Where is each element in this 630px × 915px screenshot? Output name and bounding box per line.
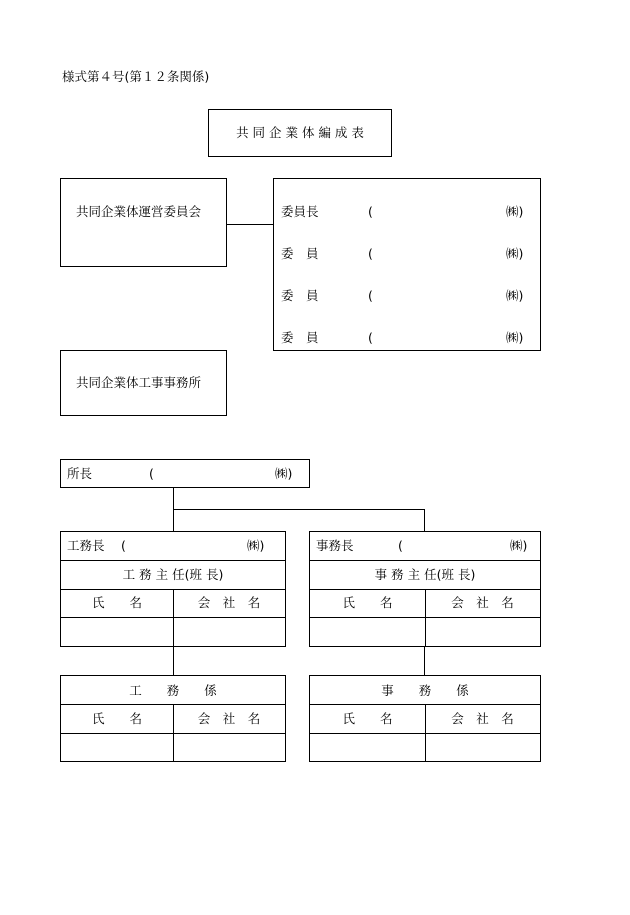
- member-company-mark: ㈱): [506, 204, 524, 219]
- member-paren: (: [368, 204, 373, 219]
- member-company-mark: ㈱): [506, 288, 524, 303]
- col-company-header: 会 社 名: [451, 595, 514, 610]
- member-paren: (: [368, 288, 373, 303]
- tree-connector: [173, 488, 174, 532]
- title-box: [208, 109, 392, 157]
- col-name-header: 氏 名: [91, 711, 142, 726]
- construction-staff-table: [60, 675, 286, 762]
- col-company-header: 会 社 名: [451, 711, 514, 726]
- col-name-header: 氏 名: [342, 711, 393, 726]
- member-company-mark: ㈱): [506, 330, 524, 345]
- member-paren: (: [368, 246, 373, 261]
- admin-head-role: 事務長: [316, 538, 354, 553]
- form-number: 様式第４号(第１２条関係): [62, 69, 210, 84]
- col-company-header: 会 社 名: [197, 711, 261, 726]
- construction-head-paren: (: [121, 538, 126, 553]
- construction-chief-title: 工 務 主 任(班 長): [122, 567, 224, 582]
- admin-staff-table: [309, 675, 541, 762]
- construction-head-company-mark: ㈱): [247, 538, 265, 553]
- tree-connector: [424, 509, 425, 532]
- director-company-mark: ㈱): [275, 466, 293, 481]
- member-company-mark: ㈱): [506, 246, 524, 261]
- page-title: 共 同 企 業 体 編 成 表: [236, 125, 364, 140]
- member-paren: (: [368, 330, 373, 345]
- admin-head-company-mark: ㈱): [510, 538, 528, 553]
- col-company-header: 会 社 名: [197, 595, 261, 610]
- tree-connector: [173, 509, 425, 510]
- director-paren: (: [149, 466, 154, 481]
- member-role: 委 員: [281, 330, 319, 345]
- admin-head-paren: (: [398, 538, 403, 553]
- col-name-header: 氏 名: [91, 595, 142, 610]
- construction-head-role: 工務長: [67, 538, 105, 553]
- committee-connector: [227, 224, 273, 225]
- tree-connector: [424, 647, 425, 676]
- row-divider: [61, 560, 285, 561]
- committee-box: [60, 178, 227, 267]
- admin-chief-title: 事 務 主 任(班 長): [374, 567, 476, 582]
- office-box: [60, 350, 227, 416]
- committee-name: 共同企業体運営委員会: [76, 204, 202, 219]
- construction-chief-table: [60, 531, 286, 647]
- director-box: [60, 459, 310, 488]
- director-role: 所長: [67, 466, 93, 481]
- office-name: 共同企業体工事事務所: [76, 375, 202, 390]
- member-role: 委 員: [281, 288, 319, 303]
- row-divider: [310, 560, 540, 561]
- construction-staff-title: 工 務 係: [129, 683, 217, 698]
- admin-chief-table: [309, 531, 541, 647]
- tree-connector: [173, 647, 174, 676]
- member-role: 委 員: [281, 246, 319, 261]
- admin-staff-title: 事 務 係: [381, 683, 469, 698]
- committee-members-box: [273, 178, 541, 351]
- member-role: 委員長: [281, 204, 319, 219]
- col-name-header: 氏 名: [342, 595, 393, 610]
